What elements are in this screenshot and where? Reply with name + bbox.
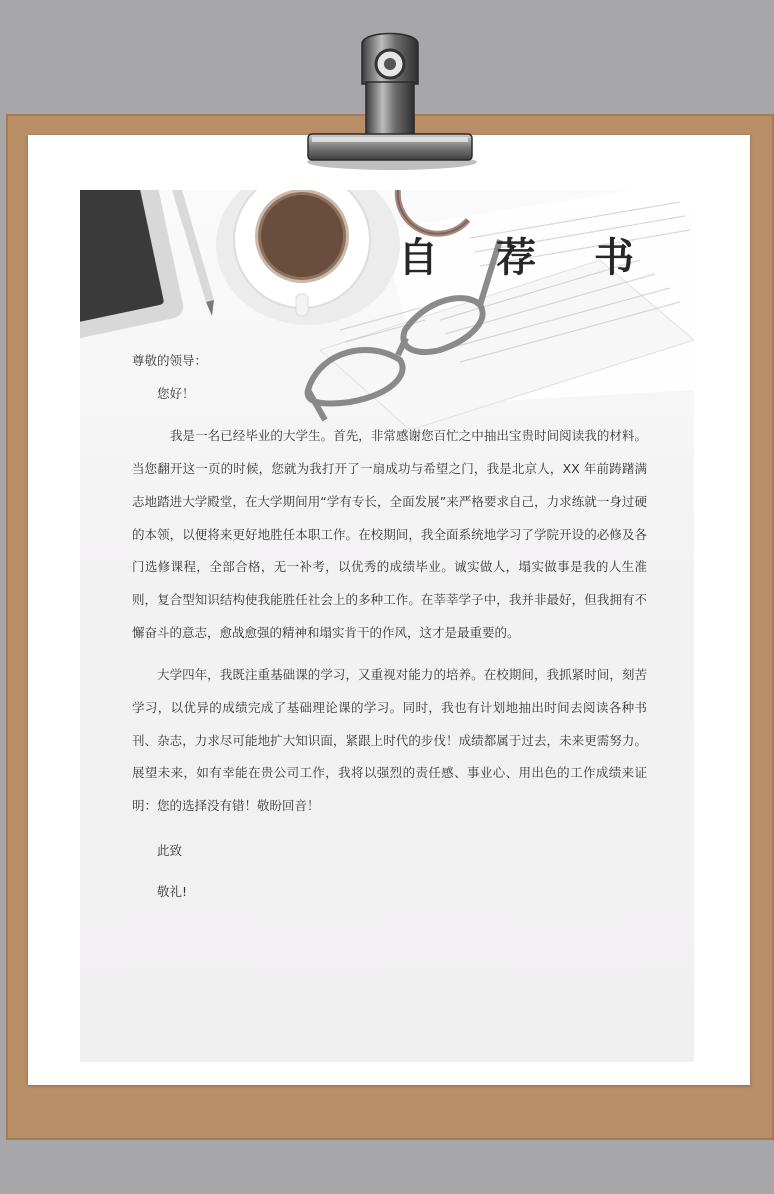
paragraph-1: 我是一名已经毕业的大学生。首先，非常感谢您百忙之中抽出宝贵时间阅读我的材料。当您翻开这一页的时候，您就为我打开了一扇成功与希望之门，我是北京人，XX 年前踌躇满志地踏进大学殿堂，在大学期间用“学有专长，全面发展”来严格要求自己，力求练就一身过硬的本领，以便将来更好地胜任本职工作。在校期间，我全面系统地学习了学院开设的必修及各门选修课程，全部合格，无一补考，以优秀的成绩毕业。诚实做人，塌实做事是我的人生准则，复合型知识结构使我能胜任社会上的多种工作。在莘莘学子中，我并非最好，但我拥有不懈奋斗的意志，愈战愈强的精神和塌实肯干的作风，这才是最重要的。 [132, 428, 647, 640]
coffee-cup-icon [216, 190, 400, 325]
salutation: 尊敬的领导： [132, 353, 208, 368]
paragraph-2: 大学四年，我既注重基础课的学习，又重视对能力的培养。在校期间，我抓紧时间，刻苦学习，以优异的成绩完成了基础理论课的学习。同时，我也有计划地抽出时间去阅读各种书刊、杂志，力求尽可能地扩大知识面，紧跟上时代的步伐！成绩都属于过去，未来更需努力。展望未来，如有幸能在贵公司工作，我将以强烈的责任感、事业心、用出色的工作成绩来证明：您的选择没有错！敬盼回音！ [132, 667, 647, 814]
letter-sheet [80, 190, 694, 1062]
closing: 此致 [157, 842, 183, 858]
signoff: 敬礼! [157, 883, 188, 899]
binder-clip-icon [300, 24, 480, 174]
letter-title: 自 荐 书 [398, 234, 656, 281]
letter-body [132, 345, 647, 908]
tablet-icon [80, 190, 185, 341]
greeting: 您好！ [157, 385, 195, 401]
